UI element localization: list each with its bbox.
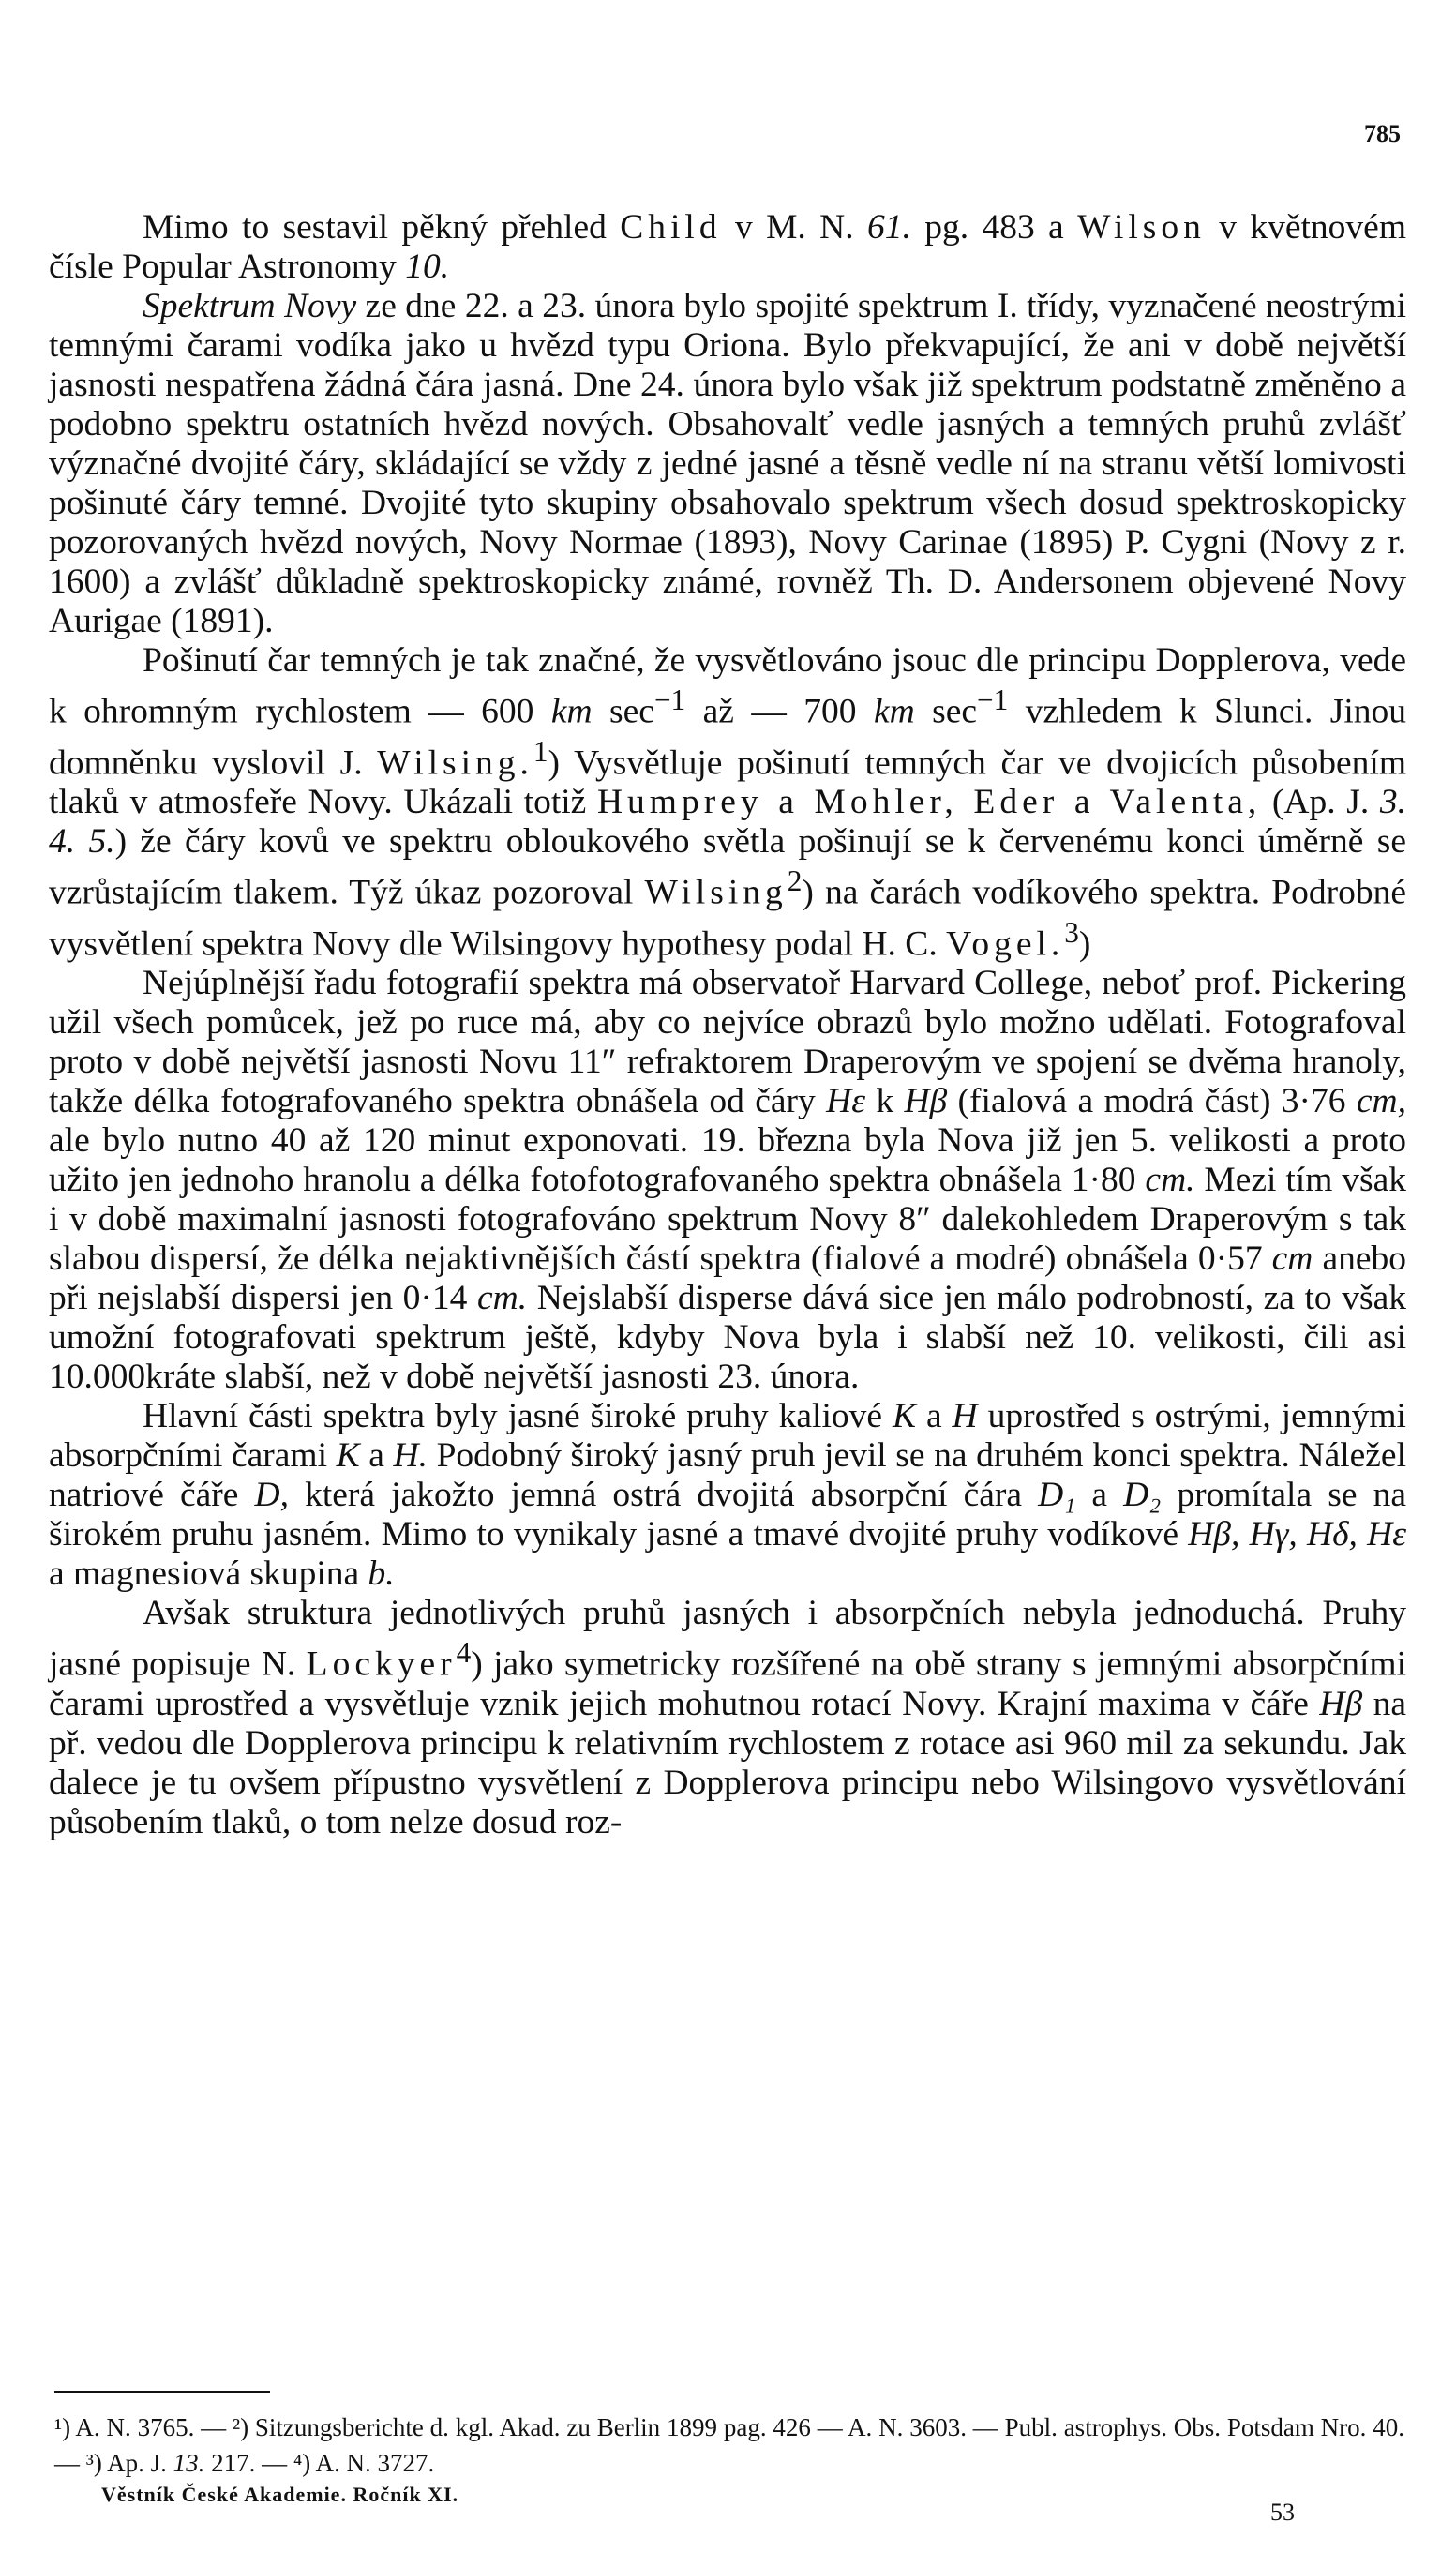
text-run: sec (914, 692, 978, 731)
volume-ref: 13. (173, 2449, 205, 2477)
unit: cm (1271, 1239, 1313, 1278)
spectral-line: D₂ (1123, 1476, 1162, 1514)
volume-ref: 10. (405, 248, 450, 286)
text-run: (Ap. J. (1261, 783, 1380, 821)
text-run: v M. N. (721, 208, 867, 247)
unit: cm, (1356, 1082, 1407, 1120)
footnotes (54, 2410, 1404, 2481)
author-name: Wilsing. (377, 743, 533, 782)
footnote-text: ¹) A. N. 3765. — ²) Sitzungsberichte d. kgl. Akad. zu Berlin 1899 pag. 426 — A. N. 3603. — Publ. astrophys. Obs. Potsdam Nro. 40. — ³) Ap. J. (54, 2413, 1404, 2477)
spectral-line: D₁ (1038, 1476, 1076, 1514)
paragraph-4 (49, 964, 1406, 1397)
paragraph-lead: Spektrum Novy (143, 287, 357, 325)
body-text (49, 208, 1406, 1842)
paragraph-3 (49, 641, 1406, 964)
unit: cm. (1145, 1161, 1195, 1199)
journal-footer: Věstník České Akademie. Ročník XI. (101, 2483, 459, 2506)
superscript: −1 (977, 683, 1009, 716)
text-run: ) na čarách vodíkového spektra. Podrobné vysvětlení spektra Novy dle Wilsingovy hypothesy podal H. C. (49, 873, 1406, 963)
text-run: anebo při nejslabší dispersi jen 0·14 (49, 1239, 1406, 1317)
spectral-line: H. (393, 1436, 428, 1475)
unit: km (873, 692, 915, 731)
text-run: a (1075, 1476, 1124, 1514)
spectral-line: K (892, 1397, 916, 1435)
text-run: Mimo to sestavil pěkný přehled (143, 208, 621, 247)
spectral-group: b. (368, 1554, 395, 1593)
text-run: vzhledem k Slunci. Jinou domněnku vyslovil J. (49, 692, 1407, 782)
sheet-number: 53 (1270, 2499, 1295, 2526)
author-name: Vogel. (946, 924, 1065, 963)
text-run: ale bylo nutno 40 až 120 minut exponovati. 19. března byla Nova již jen 5. velikosti a proto užito jen jednoho hranolu a délka fotofotografovaného spektra obnášela 1·80 (49, 1121, 1406, 1199)
text-run: ) jako symetricky rozšířené na obě strany s jemnými absorpčními čarami uprostřed a vysvětluje vznik jejich mohutnou rotací Novy. Krajní maxima v čáře (49, 1644, 1406, 1723)
text-run: k (864, 1082, 905, 1120)
text-run: která jakožto jemná ostrá dvojitá absorpční čára (289, 1476, 1039, 1514)
text-run: Avšak struktura jednotlivých pruhů jasných i absorpčních nebyla jednoduchá. Pruhy jasné popisuje N. (49, 1594, 1406, 1684)
text-run: pg. 483 a (910, 208, 1078, 247)
text-run: Nejúplnější řadu fotografií spektra má observatoř Harvard College, neboť prof. Pickering užil všech pomůcek, jež po ruce má, aby co nejvíce obrazů bylo možno udělati. Fotografoval proto v době největší jasnosti Novu 11″ refraktorem Draperovým ve spojení se dvěma hranoly, takže délka fotografovaného spektra obnášela od čáry (49, 964, 1406, 1120)
footnote-text: 217. — ⁴) A. N. 3727. (204, 2449, 435, 2477)
author-name: Wilsing (644, 873, 788, 912)
text-run: ze dne 22. a 23. února bylo spojité spektrum I. třídy, vyznačené neostrými temnými čarami vodíka jako u hvězd typu Oriona. Bylo překvapující, že ani v době největší jasnosti nespatřena žádná čára jasná. Dne 24. února bylo však již spektrum podstatně změněno a podobno spektru ostatních hvězd nových. Obsahovalť vedle jasných a temných pruhů zvlášť význačné dvojité čáry, skládající se vždy z jedné jasné a těsně vedle ní na stranu větší lomivosti pošinuté čáry temné. Dvojité tyto skupiny obsahovalo spektrum všech dosud spektroskopicky pozorovaných hvězd nových, Novy Normae (1893), Novy Carinae (1895) P. Cygni (Novy z r. 1600) a zvlášť důkladně spektroskopicky známé, rovněž Th. D. Andersonem objevené Novy Aurigae (1891). (49, 287, 1407, 640)
spectral-line: Hδ, (1307, 1515, 1358, 1554)
text-run: sec (592, 692, 654, 731)
volume-ref: 61. (866, 208, 911, 247)
footnote-marker: 3 (1064, 915, 1079, 949)
text-run: (fialová a modrá část) 3·76 (947, 1082, 1357, 1120)
unit: km (550, 692, 593, 731)
author-name: Child (620, 208, 722, 247)
spectral-line: H (952, 1397, 978, 1435)
text-run: Pošinutí čar temných je tak značné, že vysvětlováno jsouc dle principu Dopplerova, vede k ohromným rychlostem — 600 (49, 641, 1406, 731)
spectral-line: Hε (826, 1082, 865, 1120)
spectral-line: K (336, 1436, 360, 1475)
spectral-line: Hβ (1319, 1684, 1363, 1723)
text-run: v květnovém čísle Popular Astronomy (49, 208, 1406, 286)
text-run: Nejslabší disperse dává sice jen málo podrobností, za to však umožní fotografovati spektrum ještě, kdyby Nova byla i slabší než 10. velikosti, čili asi 10.000kráte slabší, než v době největší jasnosti 23. února. (49, 1279, 1406, 1396)
spectral-line: Hβ, (1188, 1515, 1240, 1554)
author-name: Lockyer (306, 1644, 457, 1684)
spectral-line: D, (254, 1476, 289, 1514)
spectral-line: Hβ (904, 1082, 948, 1120)
text-run: až — 700 (685, 692, 874, 731)
footnote-divider (54, 2391, 270, 2393)
text-run: ) (1078, 924, 1091, 963)
footnote-marker: 2 (787, 864, 803, 897)
paragraph-5 (49, 1397, 1406, 1594)
unit: cm. (477, 1279, 528, 1317)
paragraph-2 (49, 287, 1406, 641)
superscript: −1 (653, 683, 686, 716)
text-run: ) že čáry kovů ve spektru obloukového světla pošinují se k červenému konci úměrně se vzrůstajícím tlakem. Týž úkaz pozoroval (49, 822, 1406, 912)
paragraph-6 (49, 1594, 1406, 1842)
text-run: a magnesiová skupina (49, 1554, 368, 1593)
spectral-line: Hγ, (1239, 1515, 1298, 1554)
text-run: Hlavní části spektra byly jasné široké pruhy kaliové (143, 1397, 893, 1435)
text-run: promítala se na širokém pruhu jasném. Mimo to vynikaly jasné a tmavé dvojité pruhy vodíkové (49, 1476, 1406, 1554)
text-run: na př. vedou dle Dopplerova principu k relativním rychlostem z rotace asi 960 mil za sekundu. Jak dalece je tu ovšem přípustno vysvětlení z Dopplerova principu nebo Wilsingovo vysvětlování působením tlaků, o tom nelze dosud roz- (49, 1684, 1406, 1841)
author-names: Humprey a Mohler, Eder a Valenta, (596, 783, 1262, 821)
author-name: Wilson (1077, 208, 1206, 247)
footnote-marker: 1 (533, 734, 548, 768)
text-run: Podobný široký jasný pruh jevil se na druhém konci spektra. Náležel natriové čáře (49, 1436, 1406, 1514)
text-run: a (915, 1397, 953, 1435)
paragraph-1 (49, 208, 1406, 287)
page-number: 785 (1364, 120, 1401, 147)
text-run: a (359, 1436, 394, 1475)
volume-ref: 3. 4. 5. (49, 783, 1406, 861)
text-run: uprostřed s ostrými, jemnými absorpčními čarami (49, 1397, 1406, 1475)
text-run: ) Vysvětluje pošinutí temných čar ve dvojicích působením tlaků v atmosfeře Novy. Ukázali totiž (49, 743, 1406, 821)
text-run: Mezi tím však i v době maximalní jasnosti fotografováno spektrum Novy 8″ dalekohledem Draperovým s tak slabou dispersí, že délka nejaktivnějších částí spektra (fialové a modré) obnášela 0·57 (49, 1161, 1407, 1278)
spectral-line: Hε (1357, 1515, 1407, 1554)
footnote-marker: 4 (456, 1636, 472, 1669)
